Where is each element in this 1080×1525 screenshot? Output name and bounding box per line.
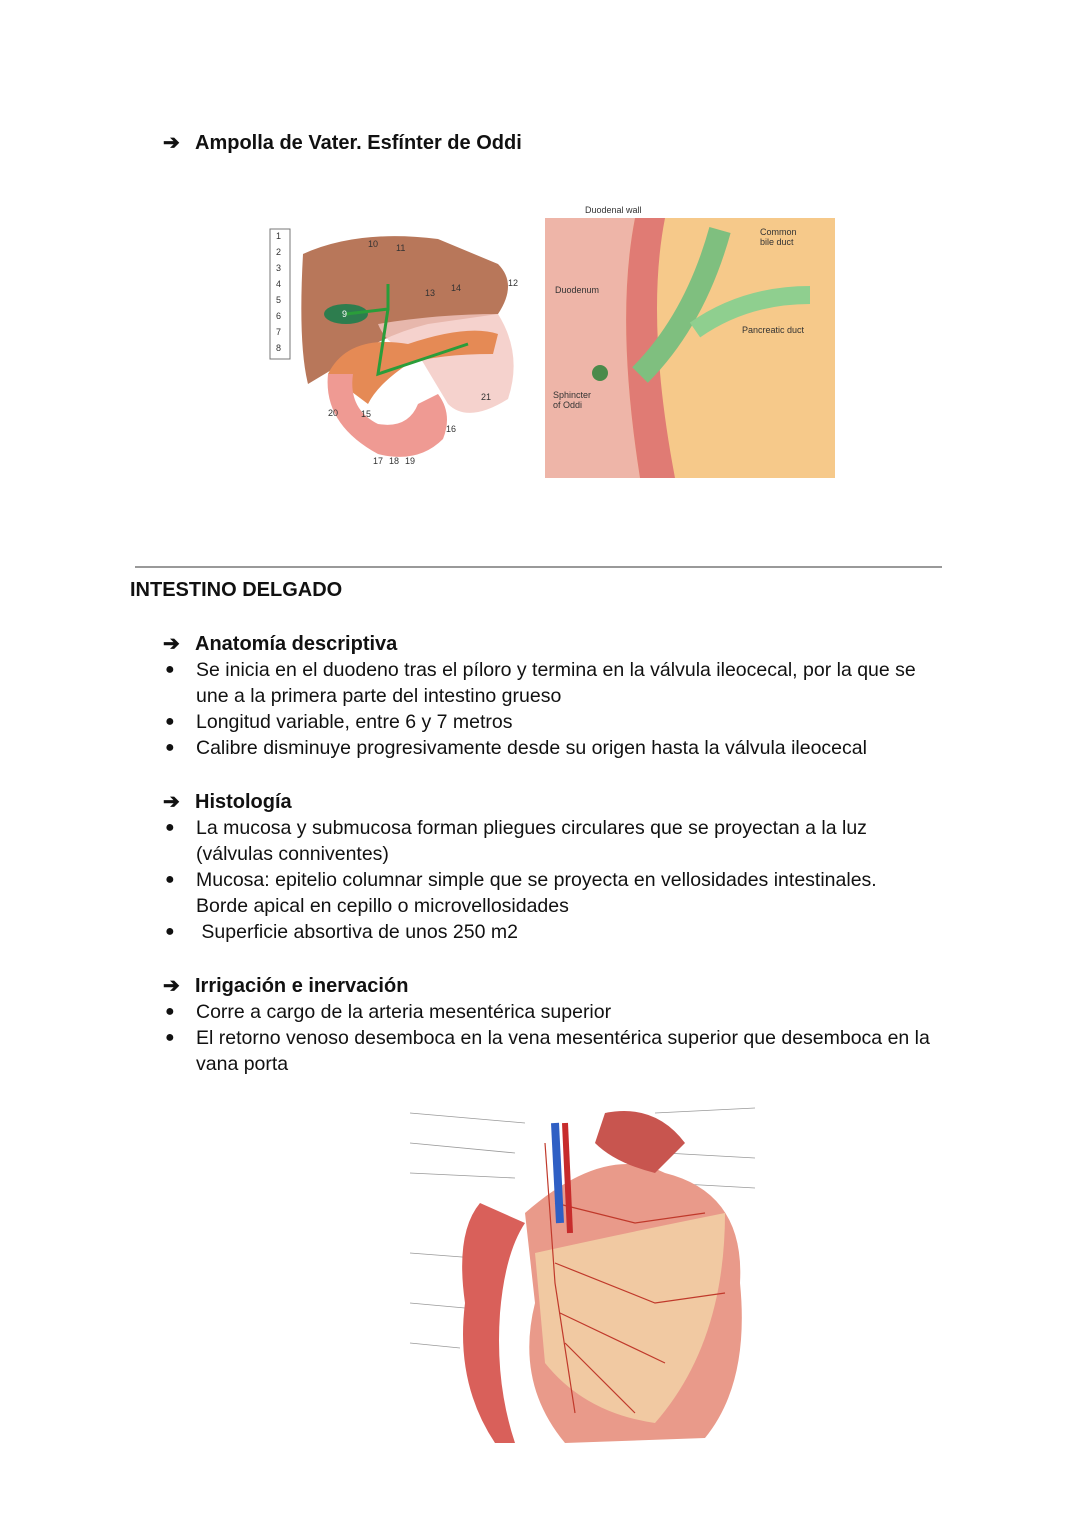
svg-text:6: 6 bbox=[276, 311, 282, 321]
sphincter-of-oddi-figure bbox=[545, 200, 835, 478]
list-text: El retorno venoso desemboca en la vena mesentérica superior que desemboca en la bbox=[196, 1027, 930, 1049]
bullet-icon: ● bbox=[165, 819, 175, 836]
svg-text:17: 17 bbox=[373, 456, 384, 466]
label-sphincter: Sphincter bbox=[553, 390, 592, 400]
bullet-icon: ● bbox=[165, 1003, 175, 1020]
label-sphincter-2: of Oddi bbox=[553, 400, 583, 410]
label-pancreatic-duct: Pancreatic duct bbox=[742, 325, 805, 335]
list-text: Calibre disminuye progresivamente desde su origen hasta la válvula ileocecal bbox=[196, 737, 867, 759]
list-text: Superficie absortiva de unos 250 m2 bbox=[196, 921, 518, 943]
section-title: INTESTINO DELGADO bbox=[130, 579, 343, 601]
bullet-icon: ● bbox=[165, 923, 175, 940]
svg-text:21: 21 bbox=[481, 392, 492, 402]
svg-text:9: 9 bbox=[342, 309, 348, 319]
svg-text:13: 13 bbox=[425, 288, 436, 298]
svg-text:2: 2 bbox=[276, 247, 282, 257]
heading-text: Histología bbox=[195, 791, 292, 813]
svg-text:15: 15 bbox=[361, 409, 372, 419]
heading-text: Irrigación e inervación bbox=[195, 975, 409, 997]
section-heading-ampolla bbox=[163, 130, 522, 155]
arrow-icon: ➔ bbox=[163, 791, 180, 813]
label-duodenum: Duodenum bbox=[555, 285, 600, 295]
svg-text:11: 11 bbox=[396, 243, 406, 253]
list-text: Mucosa: epitelio columnar simple que se proyecta en vellosidades intestinales. bbox=[196, 869, 877, 891]
list-text: vana porta bbox=[196, 1053, 289, 1075]
svg-text:5: 5 bbox=[276, 295, 282, 305]
svg-text:20: 20 bbox=[328, 408, 339, 418]
label-common-bile-duct-2: bile duct bbox=[760, 237, 794, 247]
list-text: une a la primera parte del intestino grueso bbox=[196, 685, 562, 707]
svg-text:1: 1 bbox=[276, 231, 282, 241]
biliary-anatomy-figure bbox=[268, 224, 524, 474]
list-text: Longitud variable, entre 6 y 7 metros bbox=[196, 711, 513, 733]
bullet-icon: ● bbox=[165, 1029, 175, 1046]
bullet-icon: ● bbox=[165, 739, 175, 756]
bullet-icon: ● bbox=[165, 871, 175, 888]
svg-text:3: 3 bbox=[276, 263, 282, 273]
svg-text:14: 14 bbox=[451, 283, 462, 293]
block-heading-histologia bbox=[163, 789, 292, 814]
svg-text:4: 4 bbox=[276, 279, 282, 289]
list-text: (válvulas conniventes) bbox=[196, 843, 389, 865]
svg-text:10: 10 bbox=[368, 239, 379, 249]
bullet-icon: ● bbox=[165, 661, 175, 678]
bullet-icon: ● bbox=[165, 713, 175, 730]
block-heading-anatomia bbox=[163, 631, 397, 656]
svg-text:7: 7 bbox=[276, 327, 282, 337]
arrow-icon: ➔ bbox=[163, 132, 180, 154]
label-common-bile-duct: Common bbox=[760, 227, 797, 237]
arrow-icon: ➔ bbox=[163, 633, 180, 655]
list-text: Se inicia en el duodeno tras el píloro y termina en la válvula ileocecal, por la que se bbox=[196, 659, 916, 681]
svg-text:16: 16 bbox=[446, 424, 457, 434]
svg-text:8: 8 bbox=[276, 343, 282, 353]
list-text: Corre a cargo de la arteria mesentérica superior bbox=[196, 1001, 612, 1023]
horizontal-divider bbox=[135, 566, 942, 568]
svg-text:18: 18 bbox=[389, 456, 400, 466]
svg-text:19: 19 bbox=[405, 456, 416, 466]
svg-text:12: 12 bbox=[508, 278, 519, 288]
mesenteric-artery-figure bbox=[405, 1083, 759, 1459]
label-duodenal-wall: Duodenal wall bbox=[585, 205, 642, 215]
heading-text: Ampolla de Vater. Esfínter de Oddi bbox=[195, 132, 522, 154]
list-text: Borde apical en cepillo o microvellosidades bbox=[196, 895, 569, 917]
block-heading-irrigacion bbox=[163, 973, 408, 998]
list-text: La mucosa y submucosa forman pliegues circulares que se proyectan a la luz bbox=[196, 817, 867, 839]
heading-text: Anatomía descriptiva bbox=[195, 633, 398, 655]
arrow-icon: ➔ bbox=[163, 975, 180, 997]
